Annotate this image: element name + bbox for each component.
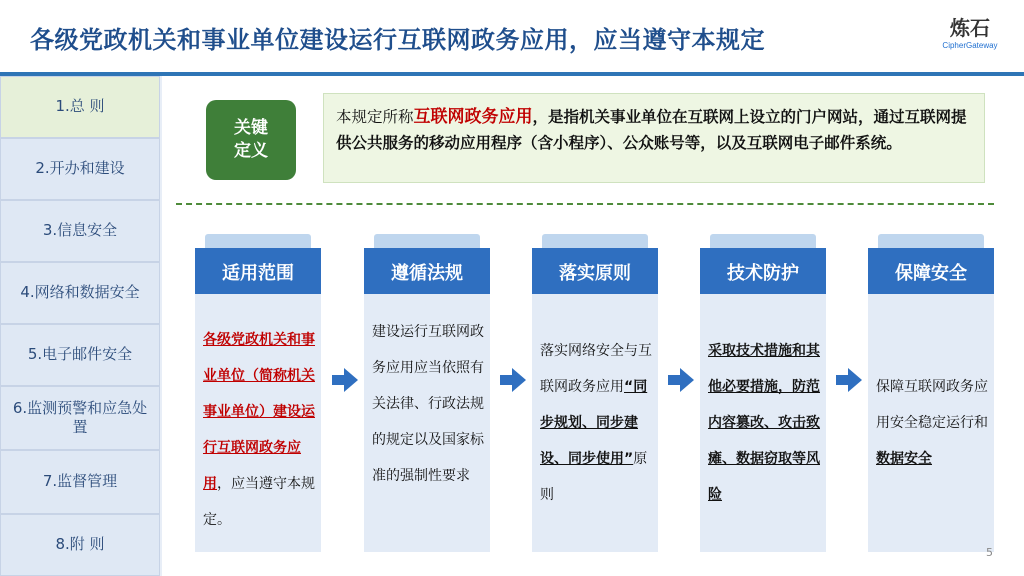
- section-divider: [176, 203, 994, 205]
- card-regulations-text: 建设运行互联网政务应用应当依照有关法律、行政法规的规定以及国家标准的强制性要求: [372, 324, 484, 484]
- sidebar-item-general[interactable]: 1.总 则: [0, 76, 160, 138]
- card-assurance-bold: 数据安全: [876, 451, 932, 467]
- sidebar-item-info-security[interactable]: 3.信息安全: [0, 200, 160, 262]
- sidebar-item-supervision[interactable]: 7.监督管理: [0, 450, 160, 514]
- logo-en-text: CipherGateway: [942, 41, 998, 50]
- card-tech-bold: 采取技术措施和其他必要措施，防范内容篡改、攻击致瘫、数据窃取等风险: [708, 343, 820, 503]
- card-body: [868, 294, 994, 552]
- sidebar-item-email-security[interactable]: 5.电子邮件安全: [0, 324, 160, 386]
- key-definition-badge: [206, 100, 296, 180]
- sidebar-item-network-data-security[interactable]: 4.网络和数据安全: [0, 262, 160, 324]
- card-title: 保障安全: [868, 248, 994, 296]
- definition-rest: ，是指机关事业单位在互联网上设立的门户网站，通过互联网提供公共服务的移动应用程序（含小程序）、公众账号等，以及互联网电子邮件系统。: [336, 108, 967, 152]
- arrow-right-icon: [332, 366, 358, 394]
- sidebar-item-setup[interactable]: 2.开办和建设: [0, 138, 160, 200]
- definition-prefix: 本规定所称: [336, 108, 414, 126]
- card-principles-tail: 原则: [540, 451, 648, 503]
- sidebar-item-appendix[interactable]: 8.附 则: [0, 514, 160, 576]
- definition-box: [323, 93, 985, 183]
- company-logo: [930, 12, 1010, 62]
- card-body: [532, 294, 658, 552]
- card-body: [700, 294, 826, 552]
- page-number: 5: [986, 546, 993, 559]
- arrow-right-icon: [500, 366, 526, 394]
- definition-term: 互联网政务应用: [413, 107, 533, 127]
- card-scope-red: 各级党政机关和事业单位（简称机关事业单位）建设运行互联网政务应用: [203, 332, 315, 492]
- sidebar: [0, 76, 162, 576]
- logo-cn-text: 炼石: [950, 16, 990, 40]
- card-title: 落实原则: [532, 248, 658, 296]
- card-scope-tail: ，应当遵守本规定。: [203, 476, 315, 528]
- card-title: 适用范围: [195, 248, 321, 296]
- arrow-right-icon: [836, 366, 862, 394]
- card-title: 遵循法规: [364, 248, 490, 296]
- card-principles-bold: “同步规划、同步建设、同步使用”: [540, 379, 648, 467]
- sidebar-item-monitoring[interactable]: 6.监测预警和应急处置: [0, 386, 160, 450]
- card-assurance-pre: 保障互联网政务应用安全稳定运行和: [876, 379, 988, 431]
- card-body: [195, 294, 321, 552]
- card-title: 技术防护: [700, 248, 826, 296]
- page-title: 各级党政机关和事业单位建设运行互联网政务应用，应当遵守本规定: [30, 26, 765, 54]
- key-definition-badge-text: 关键 定义: [234, 118, 268, 161]
- arrow-right-icon: [668, 366, 694, 394]
- card-body: [364, 294, 490, 552]
- card-principles-pre: 落实网络安全与互联网政务应用: [540, 343, 652, 395]
